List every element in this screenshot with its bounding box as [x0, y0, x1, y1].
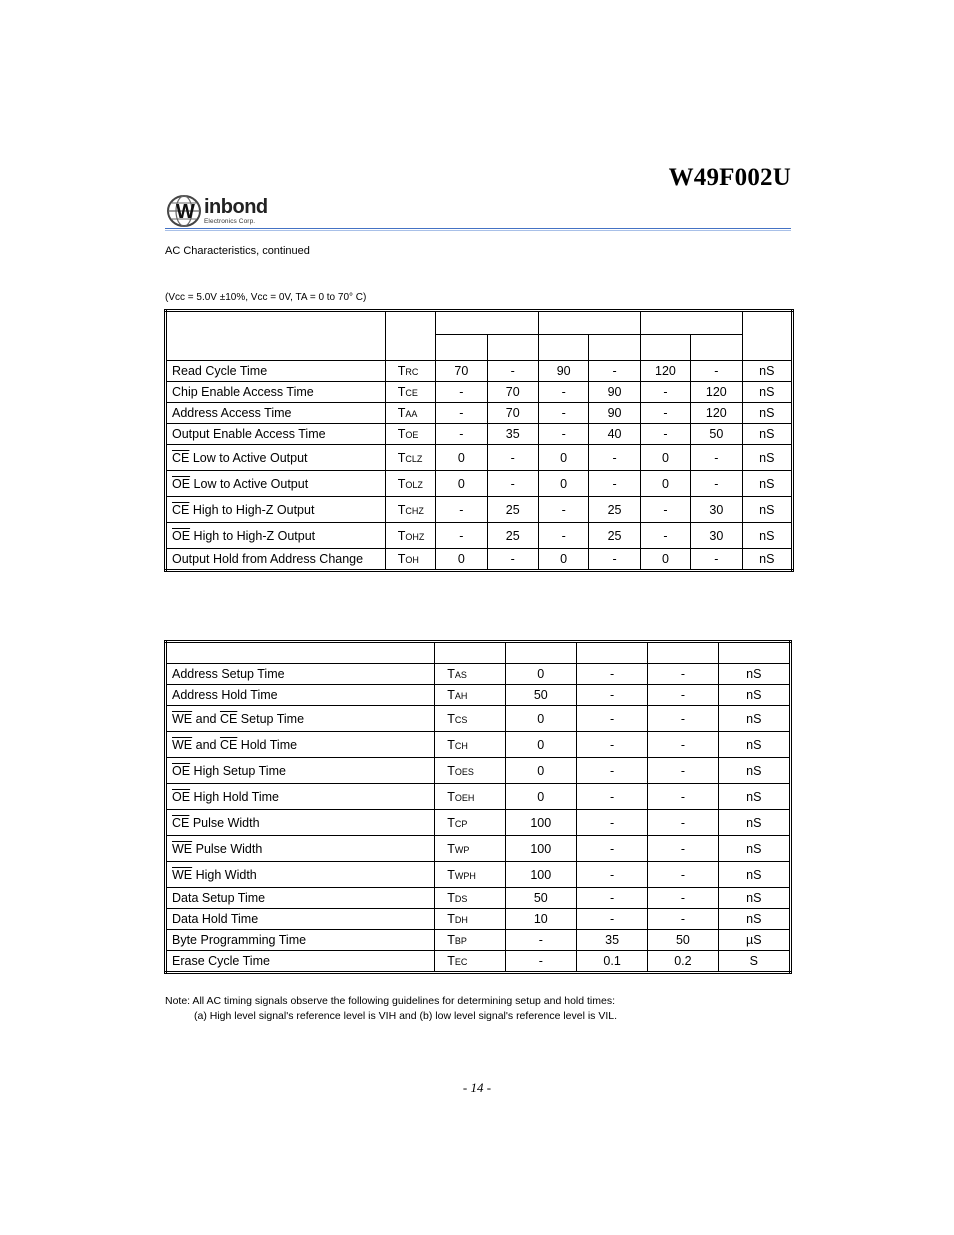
parameter-cell: Address Hold Time [166, 685, 435, 706]
parameter-text: Pulse Width [189, 815, 260, 830]
symbol-subscript: CLZ [405, 453, 423, 464]
logo-subtitle: Electronics Corp. [204, 218, 256, 225]
symbol-subscript: OES [454, 766, 474, 777]
parameter-cell: Byte Programming Time [166, 930, 435, 951]
header-cell [435, 642, 505, 664]
signal-name: $\overline{CE}$ [172, 450, 190, 465]
symbol-subscript: CS [454, 714, 468, 725]
unit-cell: nS [718, 758, 790, 784]
header-cell [436, 311, 539, 335]
value-cell: 120 [691, 403, 742, 424]
header-row [166, 311, 793, 335]
value-cell: 35 [487, 424, 538, 445]
value-cell: - [691, 445, 742, 471]
symbol-main: T [447, 789, 455, 804]
value-cell: 50 [505, 685, 576, 706]
unit-cell: nS [742, 424, 792, 445]
header-cell [436, 335, 487, 361]
value-cell: - [648, 732, 718, 758]
header-row [166, 642, 791, 664]
value-cell: - [487, 471, 538, 497]
table-row [166, 424, 793, 445]
symbol-main: T [447, 954, 455, 968]
value-cell: - [538, 403, 588, 424]
symbol-subscript: BP [454, 936, 467, 946]
signal-name: $\overline{CE}$ [172, 815, 190, 830]
read-cycle-table [164, 309, 794, 572]
value-cell: 100 [505, 810, 576, 836]
value-cell: 25 [487, 497, 538, 523]
value-cell: - [538, 523, 588, 549]
value-cell: 0 [640, 445, 690, 471]
parameter-cell [166, 784, 435, 810]
symbol-cell [435, 810, 505, 836]
symbol-main: T [447, 815, 455, 830]
unit-cell: nS [742, 523, 792, 549]
parameter-cell [166, 445, 386, 471]
table-row [166, 732, 791, 758]
value-cell: - [640, 424, 690, 445]
parameter-cell: Erase Cycle Time [166, 951, 435, 973]
symbol-main: T [397, 476, 406, 491]
symbol-main: T [447, 667, 455, 681]
symbol-main: T [397, 427, 406, 441]
value-cell: - [640, 403, 690, 424]
symbol-cell [435, 888, 505, 909]
symbol-cell [385, 445, 435, 471]
page-number: - 14 - [462, 1080, 492, 1095]
value-cell: - [648, 664, 718, 685]
value-cell: 0 [538, 549, 588, 571]
value-cell: 10 [505, 909, 576, 930]
parameter-text: High to High-Z Output [189, 502, 315, 517]
unit-cell: nS [742, 445, 792, 471]
parameter-cell: Output Enable Access Time [166, 424, 386, 445]
table-row [166, 403, 793, 424]
value-cell: 100 [505, 836, 576, 862]
part-number: W49F002U [668, 164, 791, 191]
svg-text:W: W [176, 201, 195, 223]
symbol-cell [385, 549, 435, 571]
value-cell: 25 [589, 497, 640, 523]
header-cell [742, 311, 792, 361]
value-cell: 35 [576, 930, 647, 951]
value-cell: 0.2 [648, 951, 718, 973]
value-cell: 0 [640, 549, 690, 571]
symbol-subscript: CP [454, 818, 468, 829]
unit-cell: nS [718, 836, 790, 862]
value-cell: - [640, 523, 690, 549]
value-cell: - [436, 403, 487, 424]
value-cell: - [576, 732, 647, 758]
header-cell [487, 335, 538, 361]
header-cell [166, 311, 386, 361]
value-cell: 120 [640, 361, 690, 382]
symbol-main: T [397, 385, 406, 399]
parameter-text: Low to Active Output [190, 476, 309, 491]
unit-cell: nS [718, 784, 790, 810]
signal-name: $\overline{CE}$ [172, 502, 190, 517]
symbol-main: T [447, 933, 455, 947]
symbol-main: T [447, 688, 455, 702]
symbol-main: T [447, 867, 455, 882]
table-row [166, 361, 793, 382]
signal-name: $\overline{WE}$ [172, 737, 193, 752]
table-row [166, 497, 793, 523]
value-cell: 30 [691, 523, 742, 549]
parameter-cell [166, 836, 435, 862]
value-cell: - [648, 685, 718, 706]
parameter-text: High Width [192, 867, 257, 882]
table-row [166, 706, 791, 732]
parameter-cell [166, 862, 435, 888]
value-cell: 0 [538, 471, 588, 497]
value-cell: - [589, 471, 640, 497]
value-cell: - [576, 836, 647, 862]
value-cell: - [691, 549, 742, 571]
unit-cell: S [718, 951, 790, 973]
symbol-subscript: WP [454, 844, 470, 855]
unit-cell: nS [718, 810, 790, 836]
symbol-cell [385, 361, 435, 382]
symbol-subscript: OLZ [405, 479, 423, 490]
unit-cell: nS [742, 403, 792, 424]
unit-cell: nS [718, 685, 790, 706]
table-row [166, 685, 791, 706]
symbol-cell [435, 706, 505, 732]
unit-cell: nS [718, 909, 790, 930]
parameter-cell: Address Access Time [166, 403, 386, 424]
value-cell: - [648, 706, 718, 732]
table-row [166, 471, 793, 497]
header-cell [505, 642, 576, 664]
value-cell: - [505, 930, 576, 951]
header-cell [640, 311, 742, 335]
globe-icon [166, 194, 202, 228]
note-line-2: (a) High level signal's reference level is VIH and (b) low level signal's reference level is VIL. [194, 1010, 618, 1022]
value-cell: 50 [505, 888, 576, 909]
header-cell [691, 335, 742, 361]
parameter-cell [166, 706, 435, 732]
header-cell [166, 642, 435, 664]
note-line-1: Note: All AC timing signals observe the following guidelines for determining setup and hold times: [165, 995, 615, 1007]
unit-cell: nS [718, 888, 790, 909]
value-cell: 100 [505, 862, 576, 888]
symbol-cell [435, 909, 505, 930]
symbol-main: T [397, 364, 406, 378]
unit-cell: nS [742, 361, 792, 382]
value-cell: - [648, 836, 718, 862]
signal-name: $\overline{WE}$ [172, 841, 193, 856]
table-row [166, 445, 793, 471]
value-cell: 0.1 [576, 951, 647, 973]
parameter-cell [166, 732, 435, 758]
unit-cell: nS [742, 497, 792, 523]
parameter-text: Hold Time [237, 737, 298, 752]
parameter-cell [166, 758, 435, 784]
value-cell: - [640, 497, 690, 523]
header-cell [538, 335, 588, 361]
symbol-subscript: OEH [454, 792, 475, 803]
symbol-subscript: WPH [454, 870, 476, 881]
symbol-cell [385, 382, 435, 403]
value-cell: 0 [640, 471, 690, 497]
value-cell: - [538, 424, 588, 445]
symbol-main: T [447, 912, 455, 926]
table-row [166, 888, 791, 909]
value-cell: 90 [589, 403, 640, 424]
symbol-main: T [447, 841, 455, 856]
value-cell: 0 [505, 732, 576, 758]
symbol-main: T [447, 711, 455, 726]
value-cell: - [436, 497, 487, 523]
value-cell: - [648, 862, 718, 888]
parameter-cell: Output Hold from Address Change [166, 549, 386, 571]
value-cell: - [691, 361, 742, 382]
unit-cell: nS [742, 549, 792, 571]
value-cell: 25 [487, 523, 538, 549]
parameter-text: and [192, 711, 220, 726]
value-cell: - [576, 909, 647, 930]
value-cell: 0 [505, 784, 576, 810]
value-cell: 90 [538, 361, 588, 382]
write-cycle-table [164, 640, 792, 974]
unit-cell: nS [718, 862, 790, 888]
value-cell: 90 [589, 382, 640, 403]
parameter-cell [166, 497, 386, 523]
value-cell: 0 [436, 471, 487, 497]
value-cell: - [576, 784, 647, 810]
header-cell [718, 642, 790, 664]
header-cell [538, 311, 640, 335]
symbol-subscript: CHZ [405, 505, 424, 516]
table-row [166, 909, 791, 930]
value-cell: 0 [538, 445, 588, 471]
unit-cell: nS [742, 382, 792, 403]
value-cell: - [576, 810, 647, 836]
parameter-cell: Read Cycle Time [166, 361, 386, 382]
table-row [166, 836, 791, 862]
header-cell [385, 311, 435, 361]
value-cell: - [648, 758, 718, 784]
symbol-cell [435, 836, 505, 862]
value-cell: 0 [505, 664, 576, 685]
parameter-cell [166, 523, 386, 549]
value-cell: 0 [505, 758, 576, 784]
symbol-cell [385, 471, 435, 497]
value-cell: 25 [589, 523, 640, 549]
symbol-subscript: EC [454, 957, 468, 967]
signal-name: $\overline{CE}$ [219, 711, 238, 726]
symbol-cell [435, 685, 505, 706]
value-cell: - [538, 497, 588, 523]
unit-cell: nS [718, 706, 790, 732]
value-cell: - [648, 888, 718, 909]
symbol-cell [435, 758, 505, 784]
value-cell: - [576, 664, 647, 685]
value-cell: 40 [589, 424, 640, 445]
value-cell: 50 [691, 424, 742, 445]
logo-wordmark: inbond [204, 196, 268, 218]
parameter-text: Pulse Width [192, 841, 263, 856]
parameter-cell: Chip Enable Access Time [166, 382, 386, 403]
parameter-cell [166, 810, 435, 836]
value-cell: 30 [691, 497, 742, 523]
value-cell: - [648, 810, 718, 836]
value-cell: - [648, 784, 718, 810]
signal-name: $\overline{OE}$ [172, 763, 191, 778]
value-cell: 70 [487, 403, 538, 424]
value-cell: 120 [691, 382, 742, 403]
symbol-main: T [447, 737, 455, 752]
symbol-cell [435, 732, 505, 758]
unit-cell: nS [718, 664, 790, 685]
symbol-main: T [397, 552, 406, 566]
symbol-subscript: AA [405, 409, 418, 419]
symbol-main: T [397, 406, 406, 420]
signal-name: $\overline{OE}$ [172, 528, 191, 543]
symbol-subscript: OH [405, 555, 419, 565]
header-cell [576, 642, 647, 664]
unit-cell: nS [742, 471, 792, 497]
symbol-cell [435, 930, 505, 951]
value-cell: - [538, 382, 588, 403]
symbol-main: T [397, 450, 406, 465]
header-cell [640, 335, 690, 361]
table-row [166, 664, 791, 685]
symbol-subscript: DH [454, 915, 468, 925]
signal-name: $\overline{CE}$ [219, 737, 238, 752]
value-cell: - [436, 424, 487, 445]
symbol-cell [385, 497, 435, 523]
value-cell: - [589, 445, 640, 471]
table-row [166, 758, 791, 784]
signal-name: $\overline{OE}$ [172, 789, 191, 804]
parameter-text: High to High-Z Output [190, 528, 316, 543]
parameter-text: and [192, 737, 220, 752]
parameter-text: Low to Active Output [189, 450, 308, 465]
value-cell: - [576, 888, 647, 909]
value-cell: - [648, 909, 718, 930]
table-row [166, 951, 791, 973]
value-cell: 0 [436, 445, 487, 471]
parameter-cell: Address Setup Time [166, 664, 435, 685]
value-cell: - [589, 549, 640, 571]
parameter-cell: Data Hold Time [166, 909, 435, 930]
table-row [166, 930, 791, 951]
symbol-main: T [447, 763, 455, 778]
symbol-main: T [397, 528, 406, 543]
value-cell: 50 [648, 930, 718, 951]
parameter-cell: Data Setup Time [166, 888, 435, 909]
value-cell: - [691, 471, 742, 497]
symbol-subscript: OE [405, 430, 419, 440]
header-rule [165, 228, 791, 229]
value-cell: - [576, 758, 647, 784]
value-cell: 0 [505, 706, 576, 732]
table-row [166, 862, 791, 888]
symbol-cell [435, 951, 505, 973]
signal-name: $\overline{WE}$ [172, 867, 193, 882]
symbol-cell [435, 784, 505, 810]
value-cell: - [576, 706, 647, 732]
header-cell [589, 335, 640, 361]
section-caption: AC Characteristics, continued [165, 245, 310, 257]
symbol-subscript: AH [454, 691, 468, 701]
test-conditions: (Vcc = 5.0V ±10%, Vcc = 0V, TA = 0 to 70° C) [165, 292, 367, 303]
symbol-subscript: RC [405, 367, 419, 377]
table-row [166, 523, 793, 549]
symbol-subscript: CH [454, 740, 468, 751]
value-cell: - [505, 951, 576, 973]
unit-cell: µS [718, 930, 790, 951]
value-cell: - [576, 862, 647, 888]
symbol-cell [385, 424, 435, 445]
value-cell: 70 [436, 361, 487, 382]
symbol-cell [385, 523, 435, 549]
symbol-subscript: DS [454, 894, 468, 904]
table-row [166, 784, 791, 810]
value-cell: - [589, 361, 640, 382]
value-cell: - [487, 445, 538, 471]
symbol-subscript: AS [454, 670, 467, 680]
value-cell: - [640, 382, 690, 403]
winbond-logo [166, 194, 286, 230]
value-cell: 70 [487, 382, 538, 403]
parameter-text: High Hold Time [190, 789, 279, 804]
symbol-main: T [397, 502, 406, 517]
symbol-subscript: OHZ [405, 531, 425, 542]
unit-cell: nS [718, 732, 790, 758]
table-row [166, 382, 793, 403]
symbol-main: T [447, 891, 455, 905]
value-cell: - [487, 361, 538, 382]
value-cell: - [436, 523, 487, 549]
header-cell [648, 642, 718, 664]
value-cell: 0 [436, 549, 487, 571]
symbol-cell [385, 403, 435, 424]
table-row [166, 549, 793, 571]
parameter-cell [166, 471, 386, 497]
symbol-cell [435, 862, 505, 888]
parameter-text: Setup Time [237, 711, 305, 726]
value-cell: - [436, 382, 487, 403]
symbol-cell [435, 664, 505, 685]
parameter-text: High Setup Time [190, 763, 286, 778]
signal-name: $\overline{OE}$ [172, 476, 191, 491]
signal-name: $\overline{WE}$ [172, 711, 193, 726]
header-rule-shadow [165, 230, 791, 231]
value-cell: - [487, 549, 538, 571]
table-row [166, 810, 791, 836]
symbol-subscript: CE [405, 388, 418, 398]
value-cell: - [576, 685, 647, 706]
